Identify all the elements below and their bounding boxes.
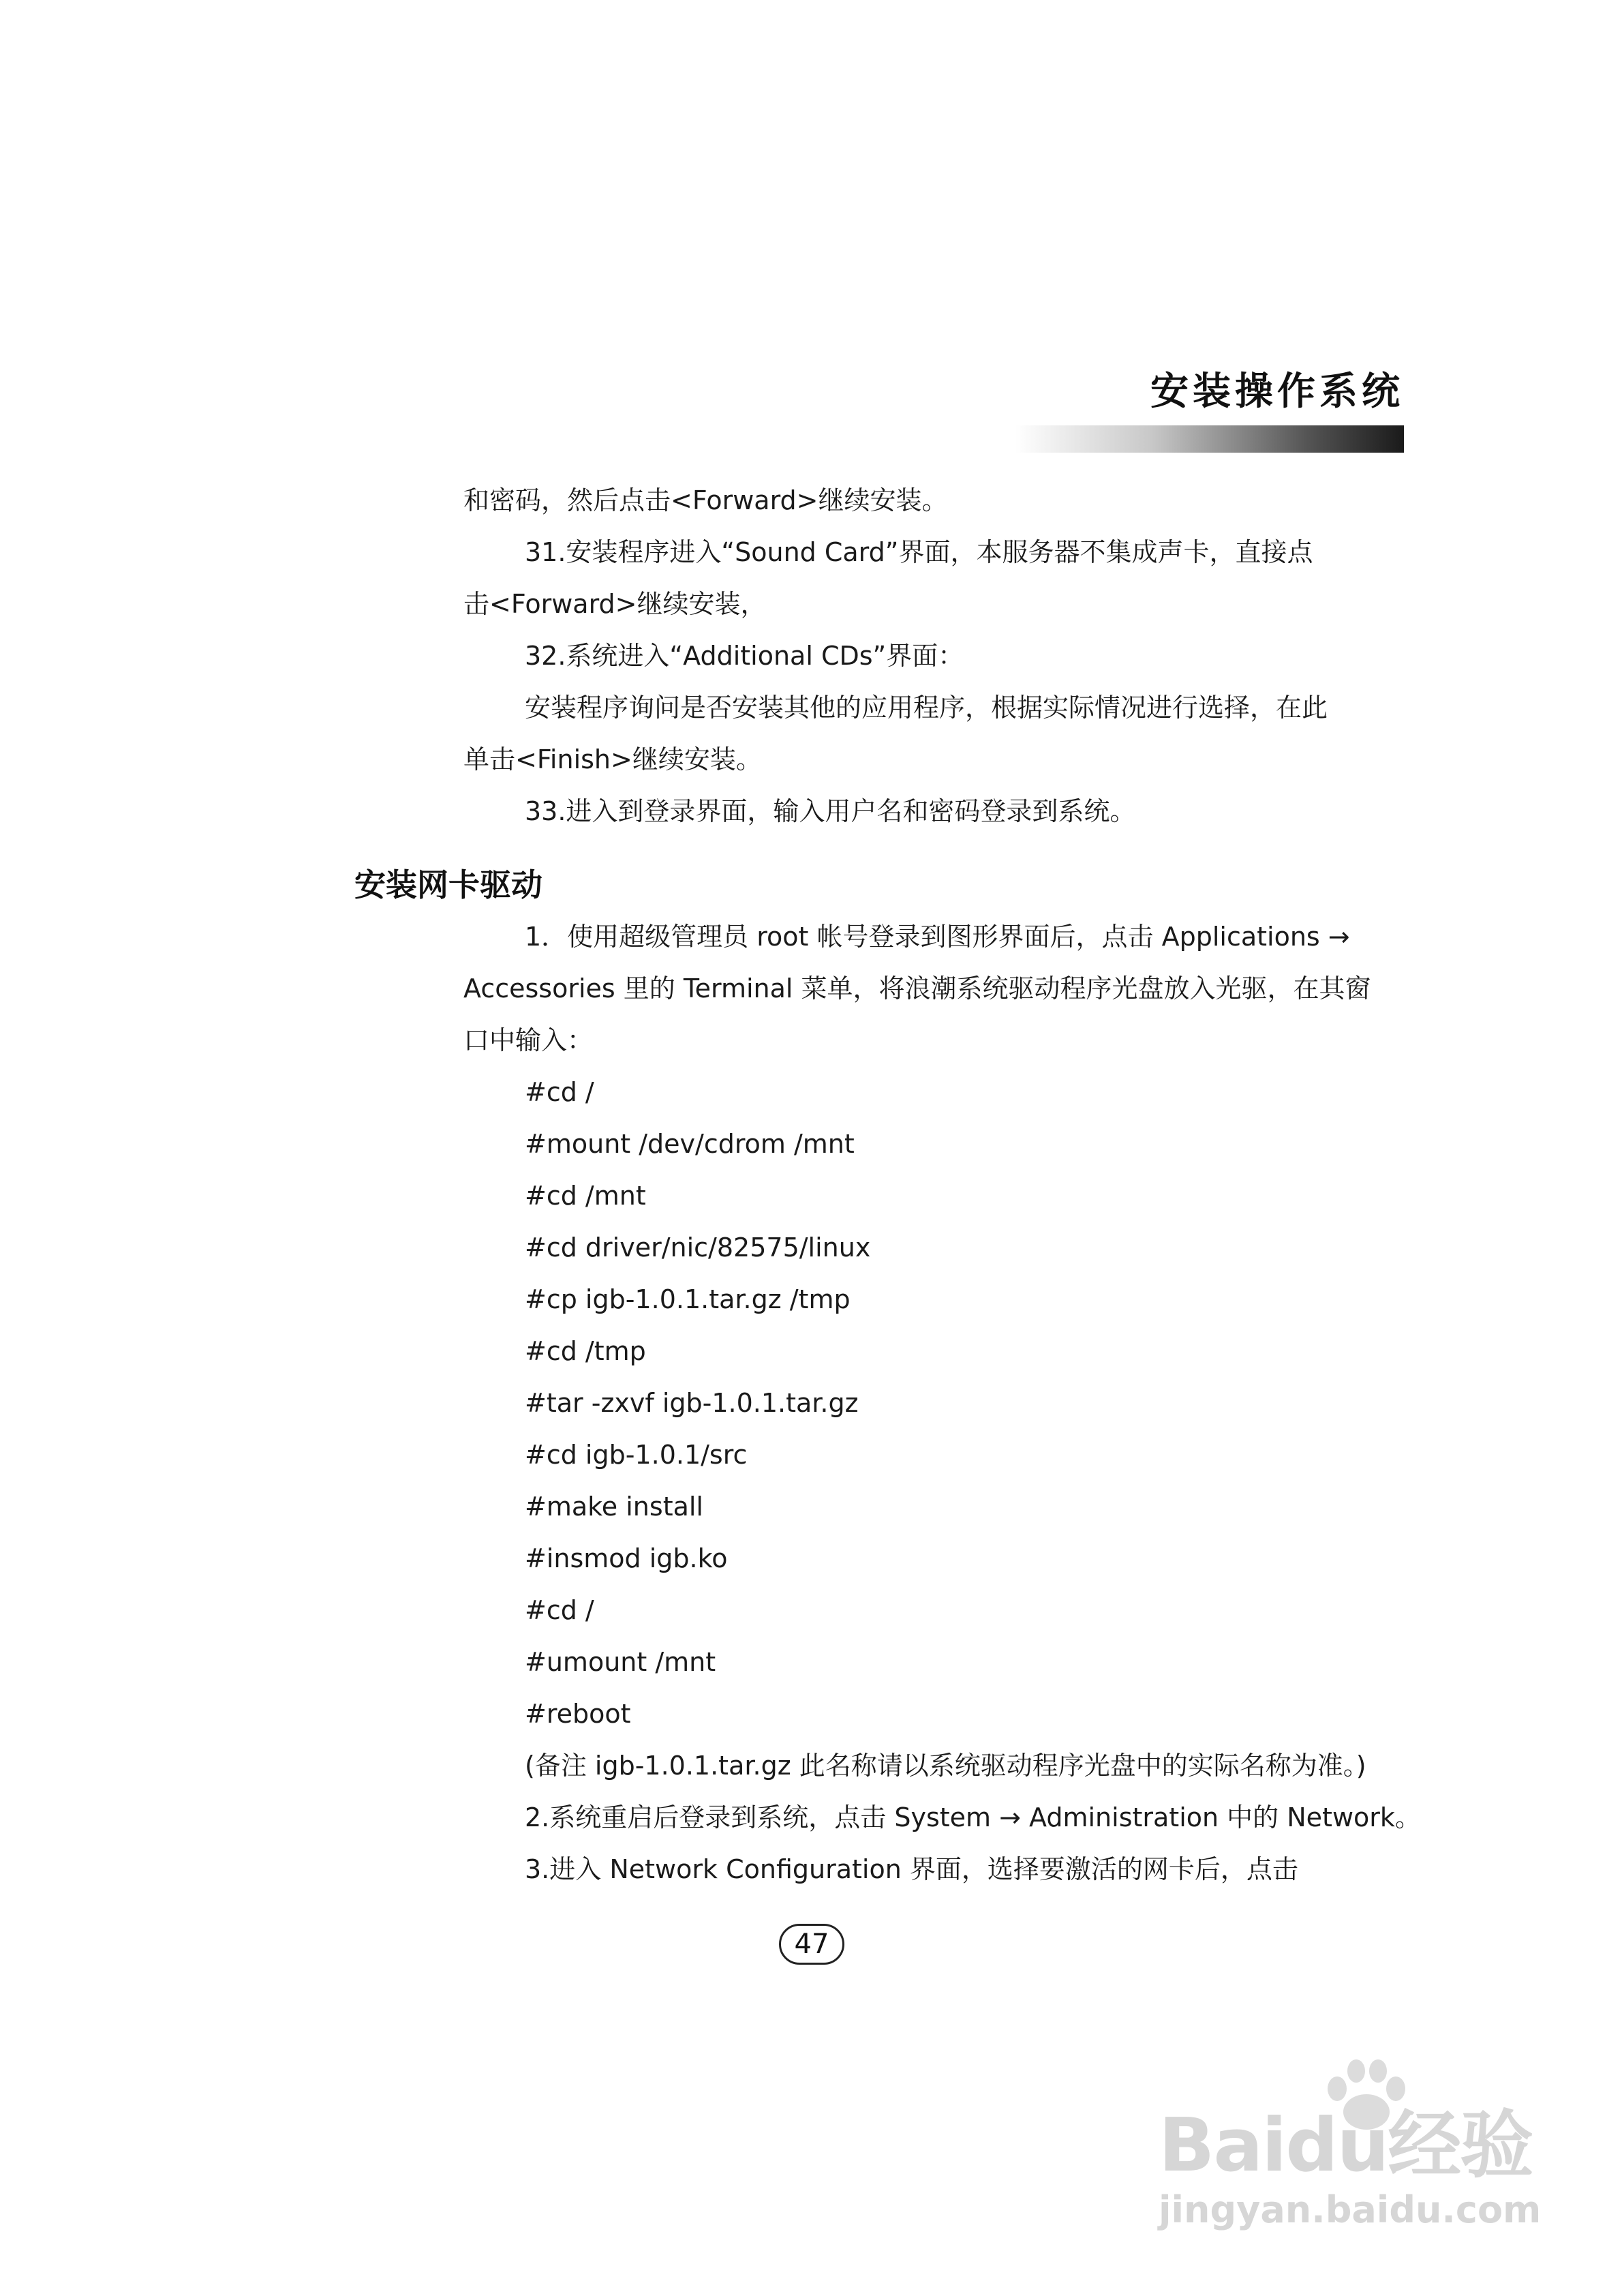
command-line: #cd / — [525, 1077, 594, 1107]
step-1-line: 口中输入： — [463, 1025, 594, 1055]
command-line: #cd driver/nic/82575/linux — [525, 1233, 871, 1263]
step-3-paragraph: 3.进入 Network Configuration 界面，选择要激活的网卡后，点击 — [525, 1854, 1298, 1884]
command-line: #cd igb-1.0.1/src — [525, 1440, 748, 1470]
command-line: #insmod igb.ko — [525, 1543, 728, 1573]
page-number: 47 — [779, 1924, 844, 1965]
body-paragraph: 击<Forward>继续安装， — [463, 589, 767, 619]
note-paragraph: (备注 igb-1.0.1.tar.gz 此名称请以系统驱动程序光盘中的实际名称为准。) — [525, 1751, 1366, 1781]
body-paragraph: 32.系统进入“Additional CDs”界面： — [525, 641, 964, 671]
body-paragraph: 31.安装程序进入“Sound Card”界面，本服务器不集成声卡，直接点 — [525, 537, 1313, 567]
header-gradient-bar — [1015, 425, 1404, 453]
command-line: #cd /tmp — [525, 1336, 646, 1366]
command-line: #tar -zxvf igb-1.0.1.tar.gz — [525, 1388, 859, 1418]
command-line: #reboot — [525, 1699, 631, 1729]
section-heading: 安装网卡驱动 — [354, 866, 542, 903]
step-2-paragraph: 2.系统重启后登录到系统，点击 System → Administration 中的 Network。 — [525, 1802, 1421, 1832]
command-line: #cd /mnt — [525, 1181, 646, 1211]
command-line: #cd / — [525, 1595, 594, 1625]
chapter-title: 安装操作系统 — [1150, 369, 1404, 414]
command-line: #umount /mnt — [525, 1647, 716, 1677]
body-paragraph: 33.进入到登录界面，输入用户名和密码登录到系统。 — [525, 796, 1136, 826]
watermark-url: jingyan.baidu.com — [1159, 2188, 1542, 2231]
body-paragraph: 单击<Finish>继续安装。 — [463, 744, 762, 774]
command-line: #make install — [525, 1492, 703, 1522]
body-paragraph: 安装程序询问是否安装其他的应用程序，根据实际情况进行选择，在此 — [525, 693, 1328, 723]
body-paragraph: 和密码，然后点击<Forward>继续安装。 — [463, 485, 948, 515]
command-line: #mount /dev/cdrom /mnt — [525, 1129, 855, 1159]
step-1-line: Accessories 里的 Terminal 菜单，将浪潮系统驱动程序光盘放入光驱，在其窗 — [463, 973, 1371, 1003]
step-1-line: 1．使用超级管理员 root 帐号登录到图形界面后，点击 Applications → — [525, 922, 1350, 952]
watermark-brand: Baidu经验 — [1159, 2103, 1533, 2188]
baidu-watermark — [1131, 2059, 1540, 2250]
command-line: #cp igb-1.0.1.tar.gz /tmp — [525, 1284, 851, 1314]
